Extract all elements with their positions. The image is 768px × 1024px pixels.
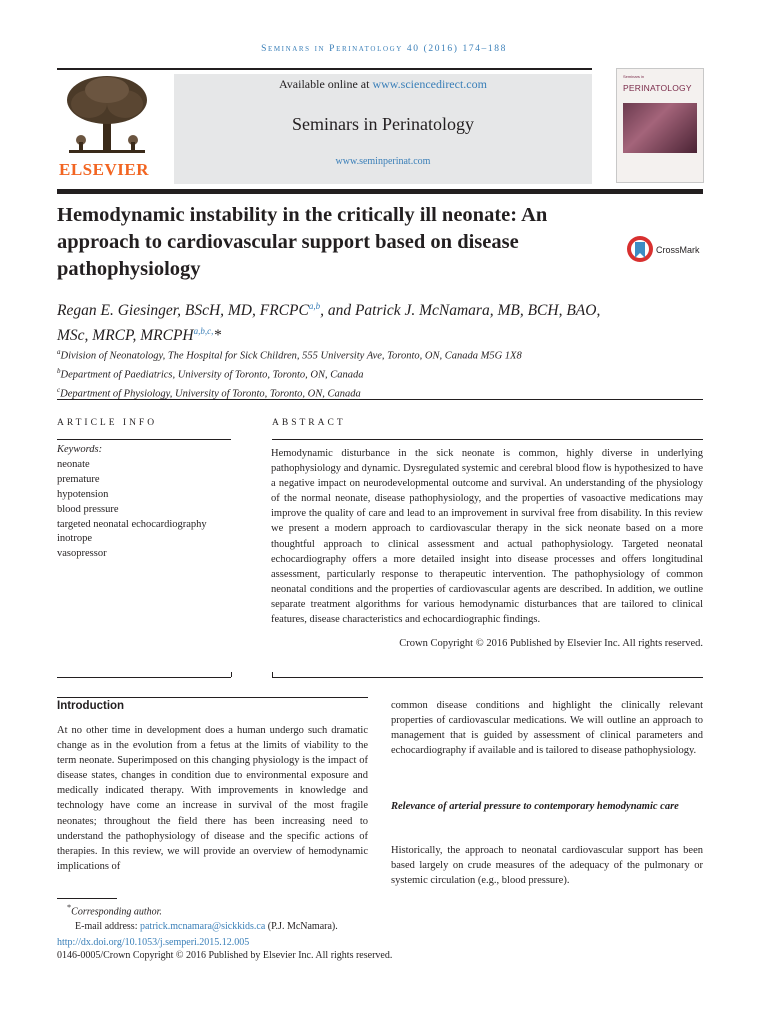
- affiliations: [57, 345, 697, 402]
- abstract-text: Hemodynamic disturbance in the sick neonate is common, highly diverse in underlying pathophysiology and dynamic. Dysregulated systemic and cerebral blood flow is hypothesized to have a negative impact on neurodevelopmental outcome and survival. An understanding of the physiology of the normal neonate, disease pathophysiology, and the properties of vasoactive medications may improve the quality of care and lead to an improvement in survival free from disability. In this review we present a modern approach to cardiovascular therapy in the sick neonate based on a more thoughtful approach to clinical assessment and actual pathophysiology. Targeted neonatal echocardiography offers a more detailed insight into disease processes and offers longitudinal assessment, particularly response to therapeutic intervention. The pathophysiology of common neonatal conditions and the properties of cardiovascular agents are described. In addition, we outline separate treatment algorithms for various hemodynamic disturbances that are tailored to clinical features, disease characteristics and echocardiographic findings.: [271, 448, 703, 626]
- top-rule: [57, 68, 592, 70]
- journal-cover: [616, 68, 704, 183]
- running-head: Seminars in Perinatology 40 (2016) 174–188: [261, 44, 507, 54]
- crossmark-icon: [626, 234, 654, 264]
- corresponding-label: Corresponding author.: [71, 906, 162, 918]
- cover-title: PERINATOLOGY: [623, 83, 692, 93]
- keyword: neonate: [57, 458, 90, 470]
- crossmark-label: CrossMark: [656, 245, 700, 255]
- right-column-text-2: Historically, the approach to neonatal cardiovascular support has been based largely on crude measures of the adequacy of the pulmonary or systemic circulation (e.g., blood pressure).: [391, 845, 703, 887]
- keywords-label: Keywords:: [57, 444, 103, 455]
- introduction-heading: Introduction: [57, 700, 125, 712]
- affiliation-a-marker: a: [57, 348, 61, 356]
- affiliation-a-text: Division of Neonatology, The Hospital for Sick Children, 555 University Ave, Toronto, ON, Canada M5G 1X8: [60, 350, 522, 362]
- available-prefix: Available online at: [279, 77, 373, 91]
- keyword: inotrope: [57, 533, 92, 545]
- corresponding-note: *Corresponding author.: [67, 903, 162, 918]
- affiliation-c-marker: c: [57, 386, 61, 394]
- footnote-rule: [57, 898, 117, 899]
- publisher-name: ELSEVIER: [59, 160, 149, 179]
- author-2-affiliation[interactable]: a,b,c,: [193, 326, 214, 337]
- affiliation-b: [57, 364, 697, 383]
- publisher-logo: [57, 74, 157, 184]
- keyword: targeted neonatal echocardiography: [57, 518, 207, 530]
- email-prefix: E-mail address:: [75, 920, 140, 932]
- corresponding-star: *: [213, 327, 222, 345]
- author-join: , and: [320, 302, 355, 320]
- email-line: [57, 920, 557, 935]
- elsevier-tree-icon: [59, 74, 155, 158]
- keyword: premature: [57, 473, 100, 485]
- right-column-text-1: common disease conditions and highlight the clinically relevant properties of cardiovascular medications. We will outline an approach to management that is guided by assessment of clinical parameters and echocardiography if available and is tailored to disease pathophysiology.: [391, 700, 703, 757]
- cover-subtitle: Seminars in: [623, 74, 645, 79]
- abstract-bottom-rule: [272, 677, 703, 678]
- introduction-text: At no other time in development does a human undergo such dramatic change as in the evolution from a fetus at the limits of viability to the term neonate. Superimposed on this changing physiology is the impact of disease states, changes in condition due to environmental exposure and medically indicated therapy. With improvements in knowledge and technology have come an increase in survival of the most fragile neonates; throughout the field there has been increasing need to understand the pathophysiology of disease and the specific actions of therapies. In this review, we will provide an overview of hemodynamic implications of: [57, 725, 368, 872]
- author-2: Patrick J. McNamara, MB, BCH, BAO, MSc, MRCP, MRCPH: [57, 302, 601, 345]
- rule-tick: [272, 672, 273, 677]
- affiliation-b-marker: b: [57, 367, 61, 375]
- author-1-affiliation[interactable]: a,b: [308, 301, 321, 311]
- article-info-rule: [57, 439, 231, 440]
- keyword: vasopressor: [57, 548, 107, 560]
- available-online-line: [174, 77, 592, 92]
- header-thick-rule: [57, 189, 703, 194]
- article-info-heading: ARTICLE INFO: [57, 418, 158, 428]
- crossmark-badge[interactable]: [626, 234, 706, 266]
- author-list: [57, 296, 617, 346]
- journal-url-link[interactable]: www.seminperinat.com: [335, 156, 431, 167]
- section-divider: [57, 399, 703, 400]
- keywords-block: [57, 443, 247, 562]
- keyword: blood pressure: [57, 503, 119, 515]
- affiliation-a: [57, 345, 697, 364]
- journal-title: Seminars in Perinatology: [292, 114, 474, 134]
- issn-line: 0146-0005/Crown Copyright © 2016 Published by Elsevier Inc. All rights reserved.: [57, 950, 393, 961]
- introduction-rule: [57, 697, 368, 698]
- sciencedirect-link[interactable]: www.sciencedirect.com: [372, 77, 487, 91]
- abstract-heading: ABSTRACT: [272, 418, 346, 428]
- footnote: [57, 901, 557, 934]
- article-title: Hemodynamic instability in the critically ill neonate: An approach to cardiovascular support based on disease pathophysiology: [57, 204, 548, 280]
- subsection-heading: Relevance of arterial pressure to contemporary hemodynamic care: [391, 801, 679, 812]
- affiliation-b-text: Department of Paediatrics, University of Toronto, Toronto, ON, Canada: [60, 369, 364, 381]
- journal-masthead: [174, 74, 592, 184]
- email-suffix: (P.J. McNamara).: [265, 920, 338, 932]
- doi-link[interactable]: http://dx.doi.org/10.1053/j.semperi.2015.12.005: [57, 937, 250, 948]
- affiliation-c-text: Department of Physiology, University of Toronto, Toronto, ON, Canada: [60, 388, 361, 400]
- article-info-bottom-rule: [57, 677, 231, 678]
- cover-image: [623, 103, 697, 153]
- abstract-rule: [272, 439, 703, 440]
- author-1: Regan E. Giesinger, BScH, MD, FRCPC: [57, 302, 309, 320]
- email-link[interactable]: patrick.mcnamara@sickkids.ca: [139, 920, 266, 932]
- abstract-copyright: Crown Copyright © 2016 Published by Elsevier Inc. All rights reserved.: [399, 638, 703, 649]
- keyword: hypotension: [57, 488, 109, 500]
- rule-tick: [231, 672, 232, 677]
